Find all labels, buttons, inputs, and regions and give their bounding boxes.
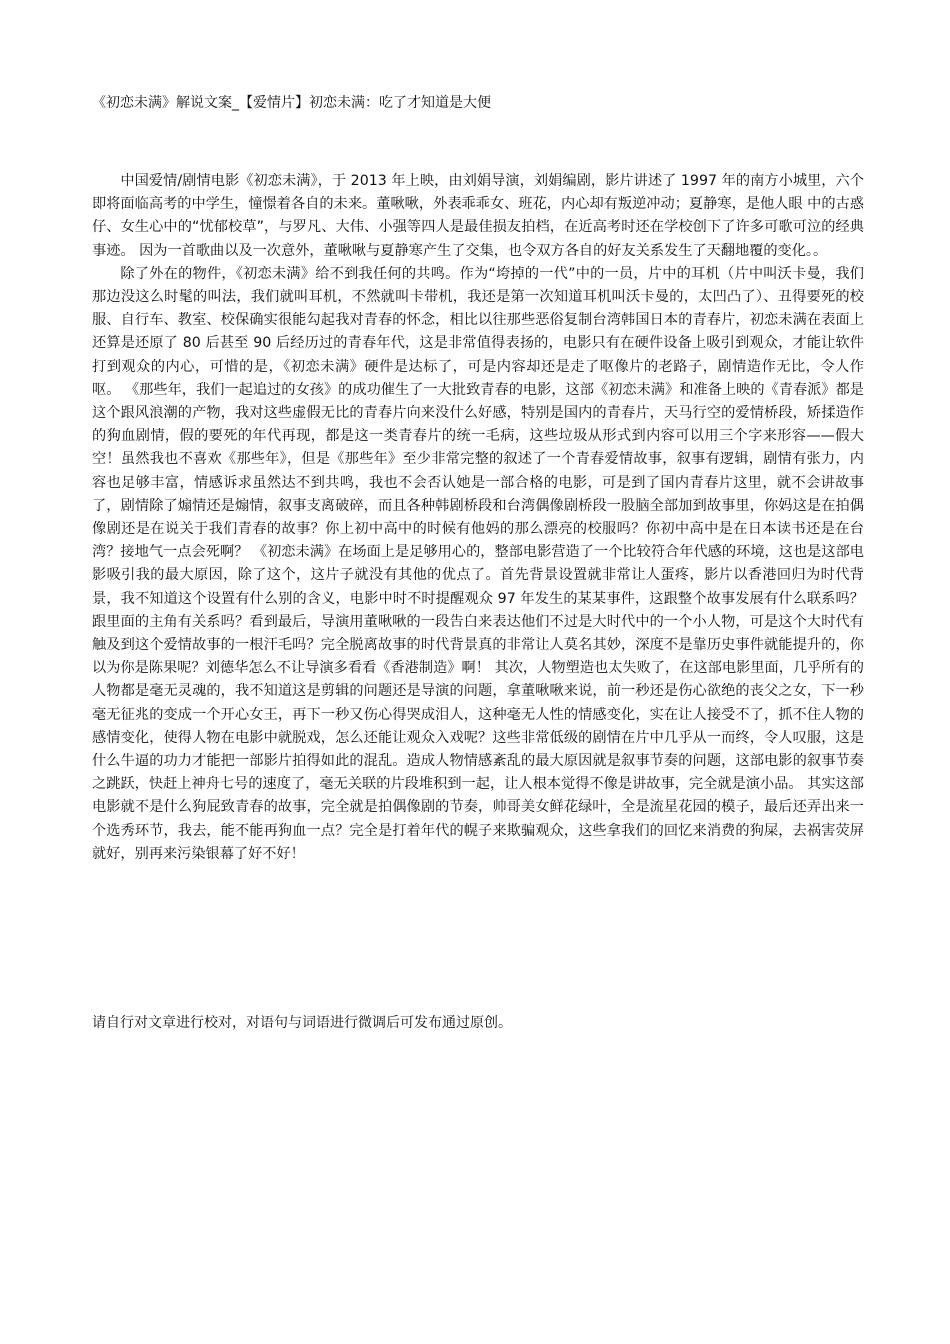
paragraph-review: 除了外在的物件，《初恋未满》给不到我任何的共鸣。作为“垮掉的一代”中的一员，片中的耳机（片中叫沃卡曼，我们那边没这么时髦的叫法，我们就叫耳机，不然就叫卡带机，我还是第一次知道耳机叫沃卡曼的，太凹凸了）、丑得要死的校服、自行车、教室、校保确实很能勾起我对青春的怀念，相比以往那些恶俗复制台湾韩国日本的青春片，初恋未满在表面上还算是还原了 80 后甚至 90 后经历过的青春年代，这是非常值得表扬的，电影只有在硬件设备上吸引到观众，才能让软件打到观众的内心，可惜的是，《初恋未满》硬件是达标了，可是内容却还是走了呕像片的老路子，剧情造作无比，令人作呕。 《那些年，我们一起追过的女孩》的成功催生了一大批致青春的电影，这部《初恋未满》和准备上映的《青春派》都是这个跟风浪潮的产物，我对这些虚假无比的青春片向来没什么好感，特别是国内的青春片，天马行空的爱情桥段，矫揉造作的狗血剧情，假的要死的年代再现，都是这一类青春片的统一毛病，这些垃圾从形式到内容可以用三个字来形容——假大空！虽然我也不喜欢《那些年》，但是《那些年》至少非常完整的叙述了一个青春爱情故事，叙事有逻辑，剧情有张力，内容也足够丰富，情感诉求虽然达不到共鸣，我也不会否认她是一部合格的电影，可是到了国内青春片这里，就不会讲故事了，剧情除了煽情还是煽情，叙事支离破碎，而且各种韩剧桥段和台湾偶像剧桥段一股脑全部加到故事里，你妈这是在拍偶像剧还是在说关于我们青春的故事？你上初中高中的时候有他妈的那么漂亮的校服吗？你初中高中是在日本读书还是在台湾？接地气一点会死啊？ 《初恋未满》在场面上是足够用心的，整部电影营造了一个比较符合年代感的环境，这也是这部电影吸引我的最大原因，除了这个，这片子就没有其他的优点了。首先背景设置就非常让人蛋疼，影片以香港回归为时代背景，我不知道这个设置有什么别的含义，电影中时不时提醒观众 97 年发生的某某事件，这跟整个故事发展有什么联系吗？跟里面的主角有关系吗？看到最后，导演用董啾啾的一段告白来表达他们不过是大时代中的一个小人物，可是这个大时代有触及到这个爱情故事的一根汗毛吗？完全脱离故事的时代背景真的非常让人莫名其妙，深度不是靠历史事件就能提升的，你以为你是陈果呢？刘德华怎么不让导演多看看《香港制造》啊！ 其次，人物塑造也太失败了，在这部电影里面，几乎所有的人物都是毫无灵魂的，我不知道这是剪辑的问题还是导演的问题，拿董啾啾来说，前一秒还是伤心欲绝的丧父之女，下一秒毫无征兆的变成一个开心女王，再下一秒又伤心得哭成泪人，这种毫无人性的情感变化，实在让人接受不了，抓不住人物的感情变化，使得人物在电影中就脱戏，怎么还能让观众入戏呢？这些非常低级的剧情在片中几乎从一而终，令人叹服，这是什么牛逼的功力才能把一部影片拍得如此的混乱。造成人物情感紊乱的最大原因就是叙事节奏的问题，这部电影的叙事节奏之跳跃，快赶上神舟七号的速度了，毫无关联的片段堆积到一起，让人根本觉得不像是讲故事，完全就是演小品。 其实这部电影就不是什么狗屁致青春的故事，完全就是拍偶像剧的节奏，帅哥美女鲜花绿叶，全是流星花园的模子，最后还弄出来一个选秀环节，我去，能不能再狗血一点？完全是打着年代的幌子来欺骗观众，这些拿我们的回忆来消费的狗屎，去祸害荧屏就好，别再来污染银幕了好不好！ [92, 265, 864, 862]
document-title: 《初恋未满》解说文案_【爱情片】初恋未满：吃了才知道是大便 [92, 95, 491, 111]
document-body [92, 170, 864, 866]
paragraph-intro: 中国爱情/剧情电影《初恋未满》，于 2013 年上映，由刘娟导演，刘娟编剧，影片讲述了 1997 年的南方小城里，六个即将面临高考的中学生，憧憬着各自的未来。董啾啾，外表乖乖女、班花，内心却有叛逆冲动；夏静寒，是他人眼 中的古惑仔、女生心中的“忧郁校草”，与罗凡、大伟、小强等四人是最佳损友拍档，在近高考时还在学校创下了许多可歌可泣的经典事迹。 因为一首歌曲以及一次意外，董啾啾与夏静寒产生了交集，也令双方各自的好友关系发生了天翻地覆的变化。。 [92, 173, 864, 259]
proofread-note: 请自行对文章进行校对，对语句与词语进行微调后可发布通过原创。 [92, 1015, 512, 1031]
